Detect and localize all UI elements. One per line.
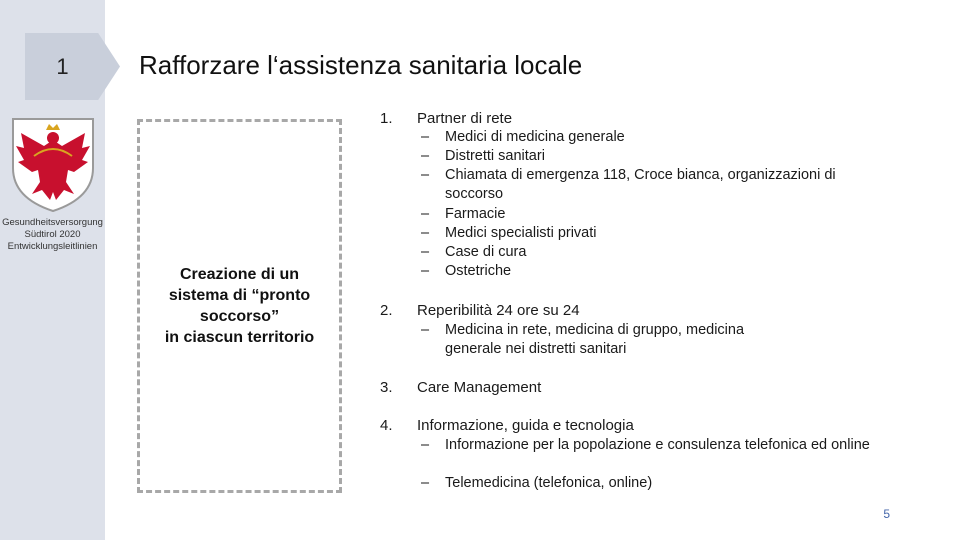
box-label-line: Creazione di un <box>179 266 300 283</box>
eagle-coat-of-arms-icon <box>10 116 96 214</box>
dash: – <box>421 475 430 491</box>
page-number: 5 <box>883 507 890 521</box>
sub-item: – Medici di medicina generale <box>421 129 625 145</box>
dash: – <box>421 148 430 164</box>
item-title: Informazione, guida e tecnologia <box>417 417 634 434</box>
item-title: Reperibilità 24 ore su 24 <box>417 302 580 319</box>
brand-text <box>0 217 105 253</box>
sub-item: – Medicina in rete, medicina di gruppo, medicina generale nei distretti sanitari <box>421 322 745 357</box>
item-number: 2. <box>380 302 393 319</box>
section-number: 1 <box>56 54 69 79</box>
sub-item: – Informazione per la popolazione e consulenza telefonica ed online <box>421 437 870 453</box>
page-title: Rafforzare l‘assistenza sanitaria locale <box>139 50 583 80</box>
sub-item: – Farmacie <box>421 206 506 222</box>
dash: – <box>421 437 430 453</box>
dash: – <box>421 129 430 145</box>
brand-line: Entwicklungsleitlinien <box>7 241 98 252</box>
sub-item: – Distretti sanitari <box>421 148 545 164</box>
item-number: 4. <box>380 417 393 434</box>
sub-item: – Chiamata di emergenza 118, Croce bianca, organizzazioni di soccorso <box>421 167 836 202</box>
sub-item: – Medici specialisti privati <box>421 225 597 241</box>
sub-item: – Ostetriche <box>421 263 512 279</box>
dash: – <box>421 206 430 222</box>
item-number: 1. <box>380 110 393 127</box>
dash: – <box>421 322 430 338</box>
box-label-line: in ciascun territorio <box>164 329 315 346</box>
dash: – <box>421 167 430 183</box>
box-label-line: soccorso” <box>199 308 280 325</box>
box-label <box>141 264 338 348</box>
dash: – <box>421 263 430 279</box>
brand-line: Gesundheitsversorgung <box>2 217 103 228</box>
item-number: 3. <box>380 379 393 396</box>
box-label-line: sistema di “pronto <box>168 287 311 304</box>
item-title: Care Management <box>417 379 542 396</box>
sub-item: – Case di cura <box>421 244 527 260</box>
dash: – <box>421 244 430 260</box>
dash: – <box>421 225 430 241</box>
item-title: Partner di rete <box>417 110 513 127</box>
brand-line: Südtirol 2020 <box>24 229 81 240</box>
sub-item: – Telemedicina (telefonica, online) <box>421 475 653 491</box>
